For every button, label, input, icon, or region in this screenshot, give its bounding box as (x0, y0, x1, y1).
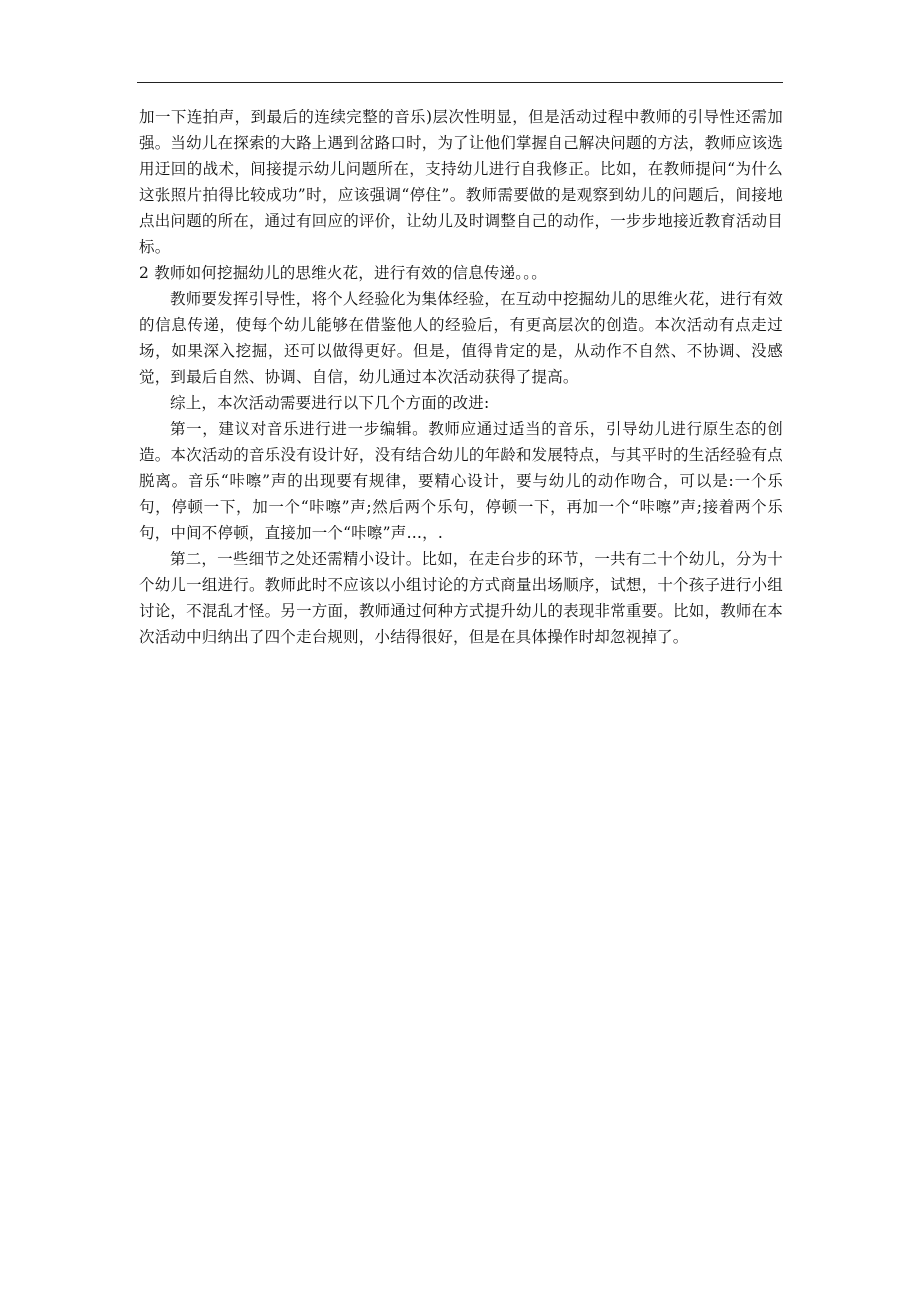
header-rule (137, 82, 783, 83)
paragraph-continuation: 加一下连拍声，到最后的连续完整的音乐)层次性明显，但是活动过程中教师的引导性还需加强。当幼儿在探索的大路上遇到岔路口时，为了让他们掌握自己解决问题的方法，教师应该选用迂回的战术，间接提示幼儿问题所在，支持幼儿进行自我修正。比如，在教师提问“为什么这张照片拍得比较成功”时，应该强调“停住”。教师需要做的是观察到幼儿的问题后，间接地点出问题的所在，通过有回应的评价，让幼儿及时调整自己的动作，一步步地接近教育活动目标。 (139, 108, 783, 256)
paragraph-guidance: 教师要发挥引导性，将个人经验化为集体经验，在互动中挖掘幼儿的思维火花，进行有效的信息传递，使每个幼儿能够在借鉴他人的经验后，有更高层次的创造。本次活动有点走过场，如果深入挖掘，还可以做得更好。但是，值得肯定的是，从动作不自然、不协调、没感觉，到最后自然、协调、自信，幼儿通过本次活动获得了提高。 (139, 290, 783, 386)
paragraph-first-point: 第一，建议对音乐进行进一步编辑。教师应通过适当的音乐，引导幼儿进行原生态的创造。本次活动的音乐没有设计好，没有结合幼儿的年龄和发展特点，与其平时的生活经验有点脱离。音乐“咔嚓”声的出现要有规律，要精心设计，要与幼儿的动作吻合，可以是:一个乐句，停顿一下，加一个“咔嚓”声;然后两个乐句，停顿一下，再加一个“咔嚓”声;接着两个乐句，中间不停顿，直接加一个“咔嚓”声…，. (139, 420, 783, 542)
document-body (139, 104, 783, 650)
section-heading: 2 教师如何挖掘幼儿的思维火花，进行有效的信息传递。。。 (139, 264, 547, 282)
paragraph-second-point: 第二，一些细节之处还需精小设计。比如，在走台步的环节，一共有二十个幼儿，分为十个幼儿一组进行。教师此时不应该以小组讨论的方式商量出场顺序，试想，十个孩子进行小组讨论，不混乱才怪。另一方面，教师通过何种方式提升幼儿的表现非常重要。比如，教师在本次活动中归纳出了四个走台规则，小结得很好，但是在具体操作时却忽视掉了。 (139, 550, 783, 646)
paragraph-summary: 综上，本次活动需要进行以下几个方面的改进: (170, 394, 490, 412)
